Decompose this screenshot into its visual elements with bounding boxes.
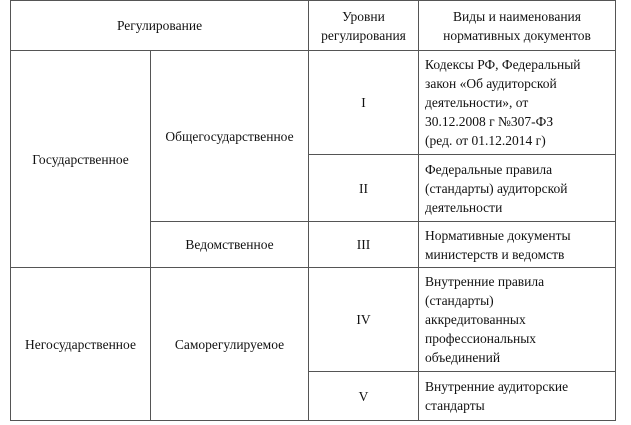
document-line: деятельности», от — [425, 95, 529, 110]
header-documents — [419, 1, 616, 51]
document-cell — [419, 372, 616, 421]
document-line: Внутренние аудиторские — [425, 379, 569, 394]
table-row — [11, 268, 616, 372]
cell-nonstate: Негосударственное — [11, 268, 151, 421]
header-levels — [309, 1, 419, 51]
document-line: Нормативные документы — [425, 227, 571, 243]
table-row — [11, 51, 616, 155]
cell-state: Государственное — [11, 51, 151, 268]
cell-departmental: Ведомственное — [151, 222, 309, 268]
document-cell — [419, 155, 616, 222]
document-line: (ред. от 01.12.2014 г) — [425, 133, 546, 148]
document-line: министерств и ведомств — [425, 246, 565, 262]
header-regulation: Регулирование — [11, 1, 309, 51]
document-line: 30.12.2008 г №307-ФЗ — [425, 114, 554, 129]
level-cell: I — [309, 51, 419, 155]
level-cell: III — [309, 222, 419, 268]
document-line: закон «Об аудиторской — [425, 76, 557, 91]
document-cell — [419, 222, 616, 268]
document-line: (стандарты) аудиторской — [425, 180, 568, 196]
cell-selfregulated: Саморегулируемое — [151, 268, 309, 421]
document-line: (стандарты) — [425, 293, 494, 308]
level-cell: IV — [309, 268, 419, 372]
cell-nationwide: Общегосударственное — [151, 51, 309, 222]
document-line: стандарты — [425, 398, 485, 413]
document-line: объединений — [425, 350, 501, 365]
header-row — [11, 1, 616, 51]
document-line: аккредитованных — [425, 312, 526, 327]
document-line: Федеральные правила — [425, 161, 553, 177]
header-documents-line: нормативных документов — [443, 27, 591, 43]
document-line: деятельности — [425, 199, 503, 215]
level-cell: II — [309, 155, 419, 222]
regulation-table — [10, 0, 616, 421]
header-levels-line: регулирования — [321, 27, 406, 43]
document-cell — [419, 51, 616, 155]
document-line: Кодексы РФ, Федеральный — [425, 57, 581, 72]
document-line: Внутренние правила — [425, 274, 545, 289]
level-cell: V — [309, 372, 419, 421]
header-documents-line: Виды и наименования — [453, 8, 581, 24]
header-levels-line: Уровни — [342, 8, 385, 24]
document-cell — [419, 268, 616, 372]
document-line: профессиональных — [425, 331, 537, 346]
